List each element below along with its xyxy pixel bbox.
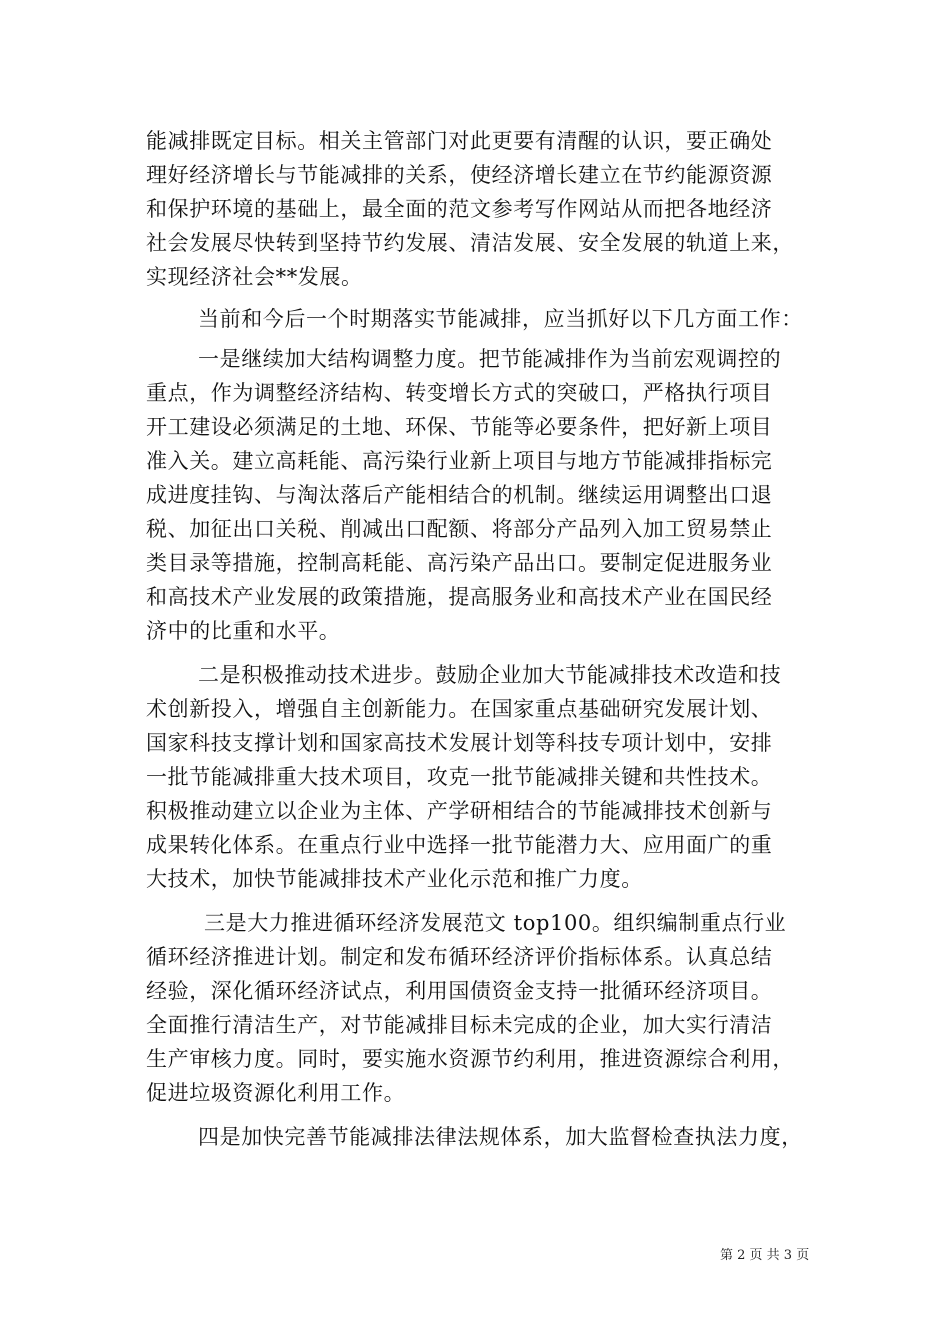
body-text-line: 税、加征出口关税、削减出口配额、将部分产品列入加工贸易禁止 xyxy=(146,517,773,541)
body-text-line: 开工建设必须满足的土地、环保、节能等必要条件，把好新上项目 xyxy=(146,415,773,439)
body-text-line: 和保护环境的基础上，最全面的范文参考写作网站从而把各地经济 xyxy=(146,197,773,221)
body-text-line: 实现经济社会**发展。 xyxy=(146,265,363,289)
body-text-line: 理好经济增长与节能减排的关系，使经济增长建立在节约能源资源 xyxy=(146,163,773,187)
body-text-line: 生产审核力度。同时，要实施水资源节约利用，推进资源综合利用， xyxy=(146,1047,794,1071)
paragraph-first-line: 三是大力推进循环经济发展范文 top100。组织编制重点行业 xyxy=(204,911,787,935)
body-text-line: 大技术，加快节能减排技术产业化示范和推广力度。 xyxy=(146,867,643,891)
page-number-footer: 第 2 页 共 3 页 xyxy=(720,1248,810,1263)
body-text-line: 和高技术产业发展的政策措施，提高服务业和高技术产业在国民经 xyxy=(146,585,773,609)
paragraph-first-line: 一是继续加大结构调整力度。把节能减排作为当前宏观调控的 xyxy=(198,347,782,371)
body-text-line: 重点，作为调整经济结构、转变增长方式的突破口，严格执行项目 xyxy=(146,381,773,405)
body-text-line: 成果转化体系。在重点行业中选择一批节能潜力大、应用面广的重 xyxy=(146,833,773,857)
body-text-line: 社会发展尽快转到坚持节约发展、清洁发展、安全发展的轨道上来， xyxy=(146,231,794,255)
paragraph-first-line: 四是加快完善节能减排法律法规体系，加大监督检查执法力度， xyxy=(198,1125,803,1149)
paragraph-first-line: 当前和今后一个时期落实节能减排，应当抓好以下几方面工作： xyxy=(198,307,803,331)
body-text-line: 术创新投入，增强自主创新能力。在国家重点基础研究发展计划、 xyxy=(146,697,773,721)
body-text-line: 能减排既定目标。相关主管部门对此更要有清醒的认识，要正确处 xyxy=(146,129,773,153)
body-text-line: 经验，深化循环经济试点，利用国债资金支持一批循环经济项目。 xyxy=(146,979,773,1003)
body-text-line: 济中的比重和水平。 xyxy=(146,619,341,643)
body-text-line: 成进度挂钩、与淘汰落后产能相结合的机制。继续运用调整出口退 xyxy=(146,483,773,507)
paragraph-first-line: 二是积极推动技术进步。鼓励企业加大节能减排技术改造和技 xyxy=(198,663,782,687)
body-text-line: 国家科技支撑计划和国家高技术发展计划等科技专项计划中，安排 xyxy=(146,731,773,755)
body-text-line: 一批节能减排重大技术项目，攻克一批节能减排关键和共性技术。 xyxy=(146,765,773,789)
body-text-line: 类目录等措施，控制高耗能、高污染产品出口。要制定促进服务业 xyxy=(146,551,773,575)
body-text-line: 准入关。建立高耗能、高污染行业新上项目与地方节能减排指标完 xyxy=(146,449,773,473)
body-text-line: 积极推动建立以企业为主体、产学研相结合的节能减排技术创新与 xyxy=(146,799,773,823)
body-text-line: 循环经济推进计划。制定和发布循环经济评价指标体系。认真总结 xyxy=(146,945,773,969)
body-text-line: 促进垃圾资源化利用工作。 xyxy=(146,1081,406,1105)
body-text-line: 全面推行清洁生产，对节能减排目标未完成的企业，加大实行清洁 xyxy=(146,1013,773,1037)
